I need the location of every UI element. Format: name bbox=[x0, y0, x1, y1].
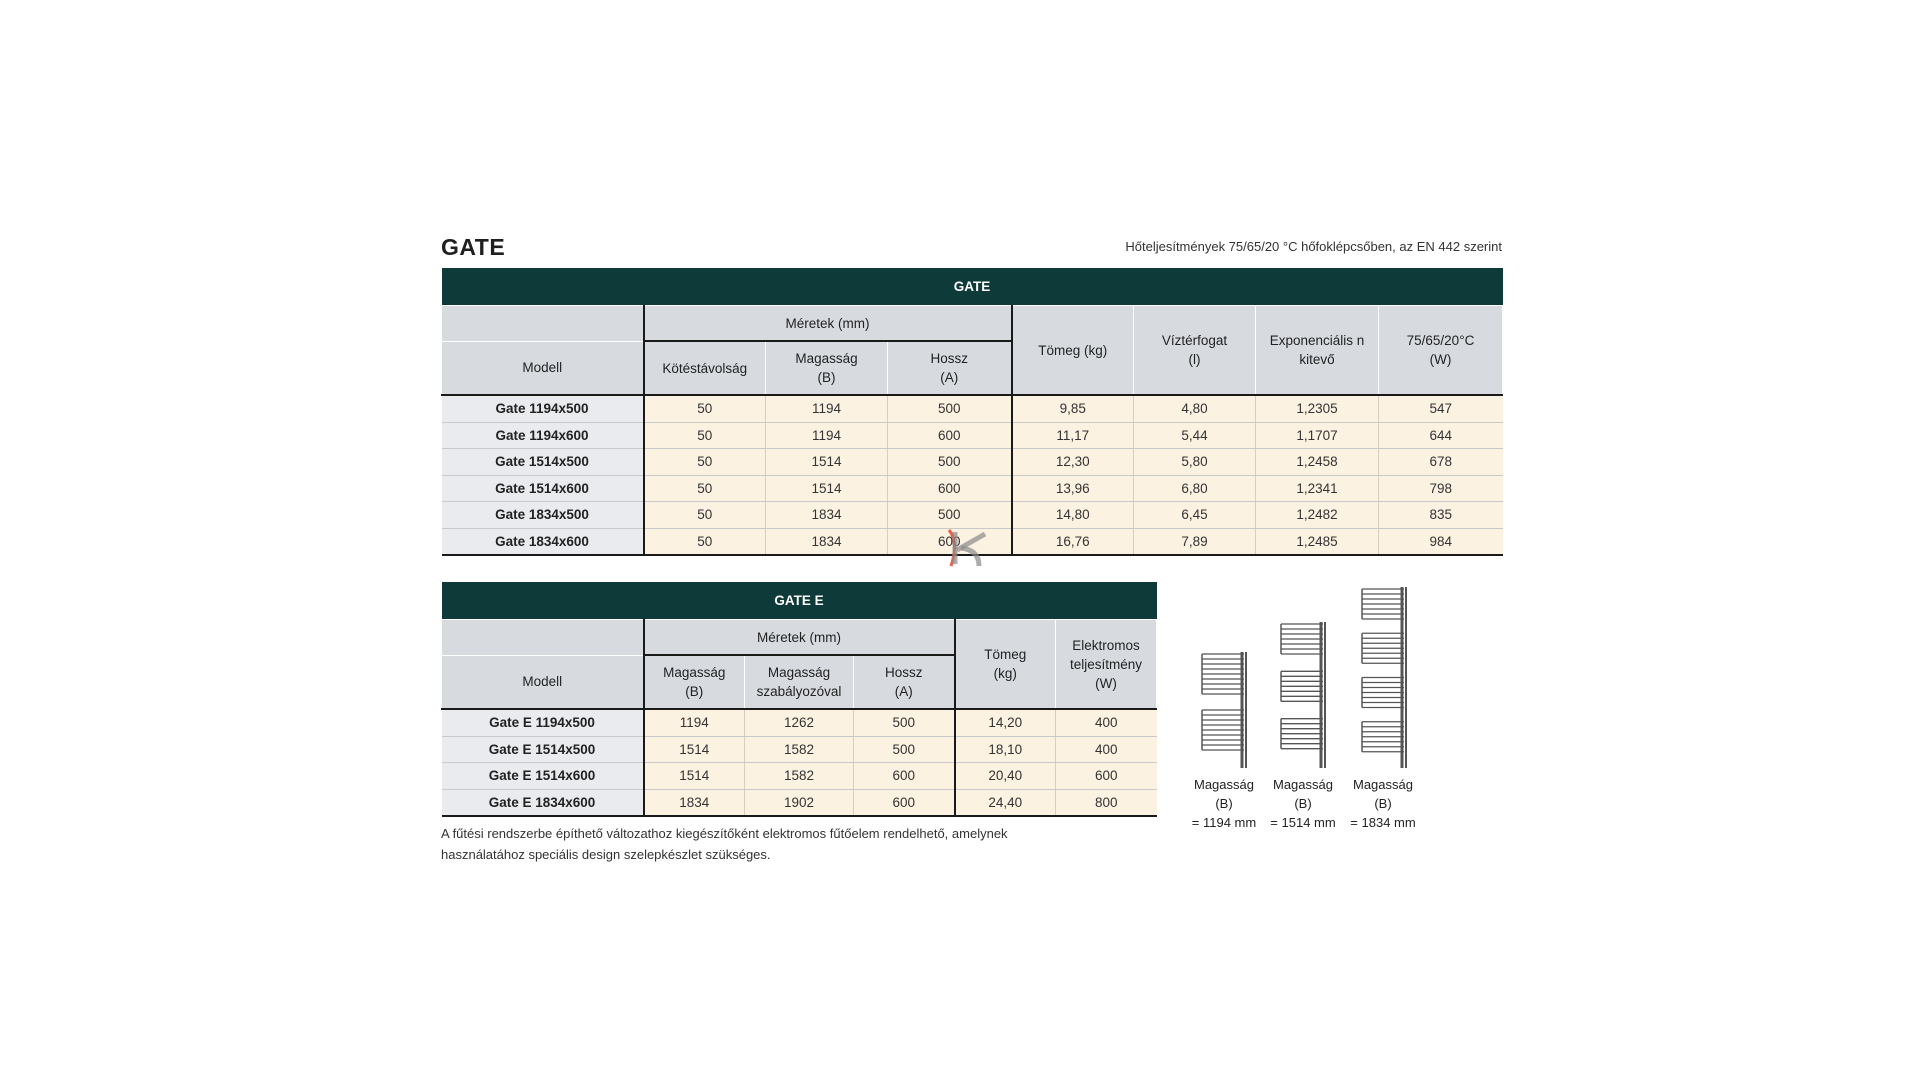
table-cell: 1194 bbox=[644, 709, 745, 736]
gate-e-table bbox=[441, 582, 1157, 817]
heat-output-header: 75/65/20°C (W) bbox=[1379, 306, 1503, 396]
table-cell: 1194 bbox=[766, 395, 888, 422]
table-row bbox=[442, 709, 1157, 736]
weight-header: Tömeg (kg) bbox=[955, 620, 1056, 710]
table-cell: 14,20 bbox=[955, 709, 1056, 736]
table-cell: 500 bbox=[888, 395, 1012, 422]
radiator-illustrations bbox=[1190, 585, 1430, 835]
weight-header: Tömeg (kg) bbox=[1012, 306, 1134, 396]
table-cell: 984 bbox=[1379, 528, 1503, 555]
table-row bbox=[442, 789, 1157, 816]
table-cell: 500 bbox=[854, 709, 955, 736]
length-header: Hossz (A) bbox=[888, 341, 1012, 395]
table-cell: 50 bbox=[644, 502, 766, 529]
table-cell: 644 bbox=[1379, 422, 1503, 449]
radiator-label-line: Magasság bbox=[1273, 777, 1333, 792]
table-cell: 50 bbox=[644, 475, 766, 502]
table-row bbox=[442, 736, 1157, 763]
table-cell: 1514 bbox=[766, 449, 888, 476]
table-cell: 1834 bbox=[766, 528, 888, 555]
table-cell: 1,2341 bbox=[1256, 475, 1379, 502]
table-cell: 600 bbox=[888, 422, 1012, 449]
table-cell: 600 bbox=[854, 789, 955, 816]
electric-power-header: Elektromos teljesítmény (W) bbox=[1056, 620, 1157, 710]
towel-radiator-icon bbox=[1277, 620, 1329, 770]
table-row bbox=[442, 422, 1503, 449]
table-cell: 600 bbox=[854, 763, 955, 790]
table-cell: 1,2482 bbox=[1256, 502, 1379, 529]
table-cell: 50 bbox=[644, 449, 766, 476]
table-cell: 1834 bbox=[766, 502, 888, 529]
table-cell: 50 bbox=[644, 422, 766, 449]
table-cell: 9,85 bbox=[1012, 395, 1134, 422]
table-cell: 600 bbox=[888, 528, 1012, 555]
radiator-label-line: Magasság bbox=[1194, 777, 1254, 792]
exponent-header: Exponenciális n kitevő bbox=[1256, 306, 1379, 396]
table-cell: 13,96 bbox=[1012, 475, 1134, 502]
table-cell: 400 bbox=[1056, 709, 1157, 736]
table-cell: 1514 bbox=[644, 736, 745, 763]
model-cell: Gate E 1514x500 bbox=[442, 736, 644, 763]
table-cell: 1194 bbox=[766, 422, 888, 449]
table-cell: 5,80 bbox=[1134, 449, 1256, 476]
radiator-label-line: = 1834 mm bbox=[1350, 815, 1416, 830]
table-row bbox=[442, 395, 1503, 422]
gate-e-table-title: GATE E bbox=[442, 582, 1157, 620]
table-cell: 11,17 bbox=[1012, 422, 1134, 449]
table-cell: 16,76 bbox=[1012, 528, 1134, 555]
table-row bbox=[442, 502, 1503, 529]
radiator-label bbox=[1343, 775, 1423, 832]
table-cell: 18,10 bbox=[955, 736, 1056, 763]
footnote: A fűtési rendszerbe építhető változathoz kiegészítőként elektromos fűtőelem rendelhető, amelynek használatához speciális design szelepkészlet szükséges. bbox=[441, 826, 1008, 862]
water-volume-header: Víztérfogat (l) bbox=[1134, 306, 1256, 396]
model-cell: Gate 1834x500 bbox=[442, 502, 644, 529]
table-row bbox=[442, 449, 1503, 476]
table-cell: 14,80 bbox=[1012, 502, 1134, 529]
radiator-label-line: (B) bbox=[1294, 796, 1312, 811]
table-cell: 600 bbox=[888, 475, 1012, 502]
radiator-label-line: (B) bbox=[1215, 796, 1233, 811]
table-cell: 1,2305 bbox=[1256, 395, 1379, 422]
radiator-label-line: = 1194 mm bbox=[1191, 815, 1257, 830]
gate-table bbox=[441, 268, 1503, 556]
table-cell: 835 bbox=[1379, 502, 1503, 529]
table-cell: 1,2485 bbox=[1256, 528, 1379, 555]
dimensions-group-header: Méretek (mm) bbox=[644, 306, 1012, 342]
table-cell: 500 bbox=[888, 449, 1012, 476]
dimensions-group-header: Méretek (mm) bbox=[644, 620, 955, 656]
table-row bbox=[442, 763, 1157, 790]
table-cell: 1582 bbox=[745, 763, 854, 790]
page-title: GATE bbox=[441, 234, 506, 260]
table-cell: 1902 bbox=[745, 789, 854, 816]
table-cell: 1834 bbox=[644, 789, 745, 816]
table-cell: 6,80 bbox=[1134, 475, 1256, 502]
table-cell: 20,40 bbox=[955, 763, 1056, 790]
model-cell: Gate E 1514x600 bbox=[442, 763, 644, 790]
table-cell: 6,45 bbox=[1134, 502, 1256, 529]
model-cell: Gate 1834x600 bbox=[442, 528, 644, 555]
height-with-regulator-header: Magasság szabályozóval bbox=[745, 655, 854, 709]
table-cell: 500 bbox=[888, 502, 1012, 529]
model-cell: Gate E 1834x600 bbox=[442, 789, 644, 816]
table-cell: 12,30 bbox=[1012, 449, 1134, 476]
empty-header-cell bbox=[442, 306, 644, 342]
heat-output-note: Hőteljesítmények 75/65/20 °C hőfoklépcsőben, az EN 442 szerint bbox=[1125, 239, 1502, 254]
table-cell: 600 bbox=[1056, 763, 1157, 790]
radiator-label bbox=[1184, 775, 1264, 832]
table-cell: 1262 bbox=[745, 709, 854, 736]
table-cell: 7,89 bbox=[1134, 528, 1256, 555]
table-cell: 800 bbox=[1056, 789, 1157, 816]
table-cell: 4,80 bbox=[1134, 395, 1256, 422]
table-cell: 400 bbox=[1056, 736, 1157, 763]
length-header: Hossz (A) bbox=[854, 655, 955, 709]
height-header: Magasság (B) bbox=[766, 341, 888, 395]
table-cell: 1,1707 bbox=[1256, 422, 1379, 449]
table-cell: 678 bbox=[1379, 449, 1503, 476]
table-cell: 5,44 bbox=[1134, 422, 1256, 449]
table-cell: 1,2458 bbox=[1256, 449, 1379, 476]
radiator-label-line: = 1514 mm bbox=[1270, 815, 1336, 830]
model-cell: Gate 1194x600 bbox=[442, 422, 644, 449]
table-cell: 500 bbox=[854, 736, 955, 763]
empty-header-cell bbox=[442, 620, 644, 656]
table-cell: 50 bbox=[644, 528, 766, 555]
logo-watermark-icon bbox=[945, 528, 995, 568]
radiator-label-line: (B) bbox=[1374, 796, 1392, 811]
table-cell: 1582 bbox=[745, 736, 854, 763]
towel-radiator-icon bbox=[1198, 650, 1250, 770]
radiator-label bbox=[1263, 775, 1343, 832]
model-header: Modell bbox=[442, 655, 644, 709]
model-cell: Gate E 1194x500 bbox=[442, 709, 644, 736]
connection-distance-header: Kötéstávolság bbox=[644, 341, 766, 395]
towel-radiator-icon bbox=[1358, 585, 1410, 770]
radiator-label-line: Magasság bbox=[1353, 777, 1413, 792]
table-cell: 1514 bbox=[766, 475, 888, 502]
table-row bbox=[442, 475, 1503, 502]
table-cell: 547 bbox=[1379, 395, 1503, 422]
table-cell: 1514 bbox=[644, 763, 745, 790]
table-cell: 798 bbox=[1379, 475, 1503, 502]
model-cell: Gate 1194x500 bbox=[442, 395, 644, 422]
model-cell: Gate 1514x600 bbox=[442, 475, 644, 502]
height-header: Magasság (B) bbox=[644, 655, 745, 709]
model-cell: Gate 1514x500 bbox=[442, 449, 644, 476]
gate-table-title: GATE bbox=[442, 268, 1503, 306]
table-cell: 24,40 bbox=[955, 789, 1056, 816]
table-cell: 50 bbox=[644, 395, 766, 422]
model-header: Modell bbox=[442, 341, 644, 395]
